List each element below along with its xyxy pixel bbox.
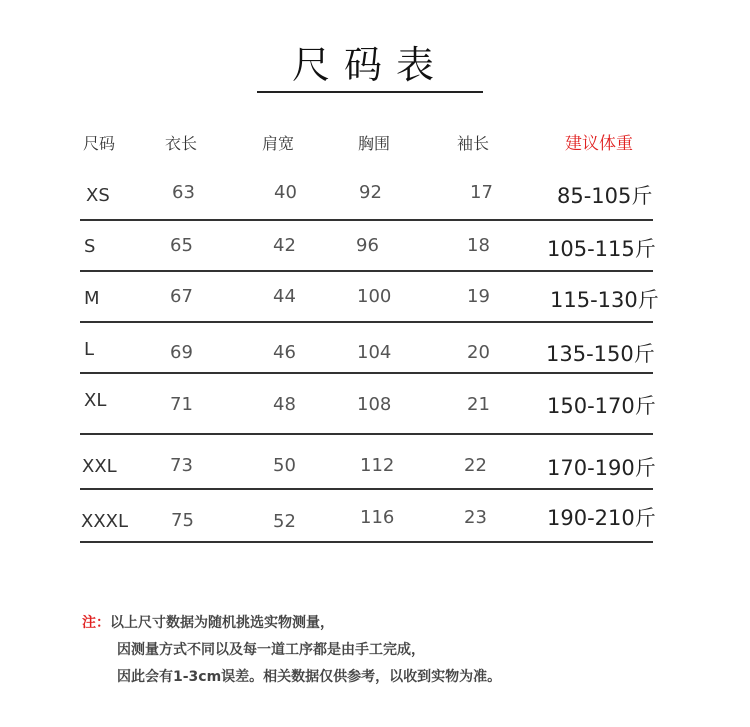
cell-sleeve: 18 (467, 235, 490, 256)
cell-shoulder: 46 (273, 342, 296, 363)
cell-chest: 96 (356, 235, 379, 256)
row-divider (80, 321, 653, 323)
cell-length: 65 (170, 235, 193, 256)
cell-chest: 116 (360, 507, 395, 528)
cell-sleeve: 20 (467, 342, 490, 363)
row-divider (80, 219, 653, 221)
cell-chest: 104 (357, 342, 392, 363)
cell-chest: 92 (359, 182, 382, 203)
cell-sleeve: 21 (467, 394, 490, 415)
row-divider (80, 541, 653, 543)
cell-size: XXL (82, 456, 117, 477)
cell-size: XXXL (81, 511, 129, 532)
table-row (0, 451, 750, 501)
cell-chest: 112 (360, 455, 395, 476)
note-line-3: 因此会有1-3cm误差。相关数据仅供参考，以收到实物为准。 (117, 669, 502, 685)
cell-size: S (84, 236, 96, 257)
cell-weight: 115-130斤 (550, 288, 659, 312)
cell-size: M (84, 288, 100, 309)
cell-length: 71 (170, 394, 193, 415)
cell-weight: 150-170斤 (547, 394, 656, 418)
note-line-2: 因测量方式不同以及每一道工序都是由手工完成， (117, 642, 425, 658)
cell-sleeve: 17 (470, 182, 493, 203)
cell-shoulder: 52 (273, 511, 296, 532)
cell-weight: 135-150斤 (546, 342, 655, 366)
table-row (0, 388, 750, 438)
cell-size: XL (84, 390, 107, 411)
note-label: 注： (82, 615, 110, 631)
table-row (0, 180, 750, 230)
cell-shoulder: 44 (273, 286, 296, 307)
row-divider (80, 433, 653, 435)
cell-shoulder: 50 (273, 455, 296, 476)
cell-chest: 100 (357, 286, 392, 307)
header-sleeve: 袖长 (457, 134, 490, 153)
cell-shoulder: 42 (273, 235, 296, 256)
table-row (0, 231, 750, 281)
table-row (0, 505, 750, 555)
header-size: 尺码 (83, 134, 116, 153)
cell-size: L (84, 339, 95, 360)
row-divider (80, 372, 653, 374)
cell-weight: 85-105斤 (557, 184, 653, 208)
table-header (0, 130, 750, 160)
cell-length: 67 (170, 286, 193, 307)
cell-length: 69 (170, 342, 193, 363)
cell-weight: 105-115斤 (547, 237, 656, 261)
measurement-note (82, 610, 722, 691)
cell-sleeve: 23 (464, 507, 487, 528)
table-row (0, 337, 750, 387)
header-weight: 建议体重 (565, 134, 633, 154)
cell-sleeve: 22 (464, 455, 487, 476)
title-underline (257, 91, 483, 93)
row-divider (80, 488, 653, 490)
cell-shoulder: 48 (273, 394, 296, 415)
cell-weight: 170-190斤 (547, 456, 656, 480)
cell-length: 73 (170, 455, 193, 476)
page-title: 尺码表 (291, 43, 448, 87)
cell-size: XS (86, 185, 110, 206)
note-line-1: 以上尺寸数据为随机挑选实物测量， (110, 615, 334, 631)
table-row (0, 282, 750, 332)
cell-sleeve: 19 (467, 286, 490, 307)
row-divider (80, 270, 653, 272)
header-length: 衣长 (165, 134, 198, 153)
header-shoulder: 肩宽 (262, 134, 295, 153)
cell-shoulder: 40 (274, 182, 297, 203)
cell-length: 63 (172, 182, 195, 203)
cell-length: 75 (171, 510, 194, 531)
cell-weight: 190-210斤 (547, 506, 656, 530)
header-chest: 胸围 (358, 134, 391, 153)
cell-chest: 108 (357, 394, 392, 415)
